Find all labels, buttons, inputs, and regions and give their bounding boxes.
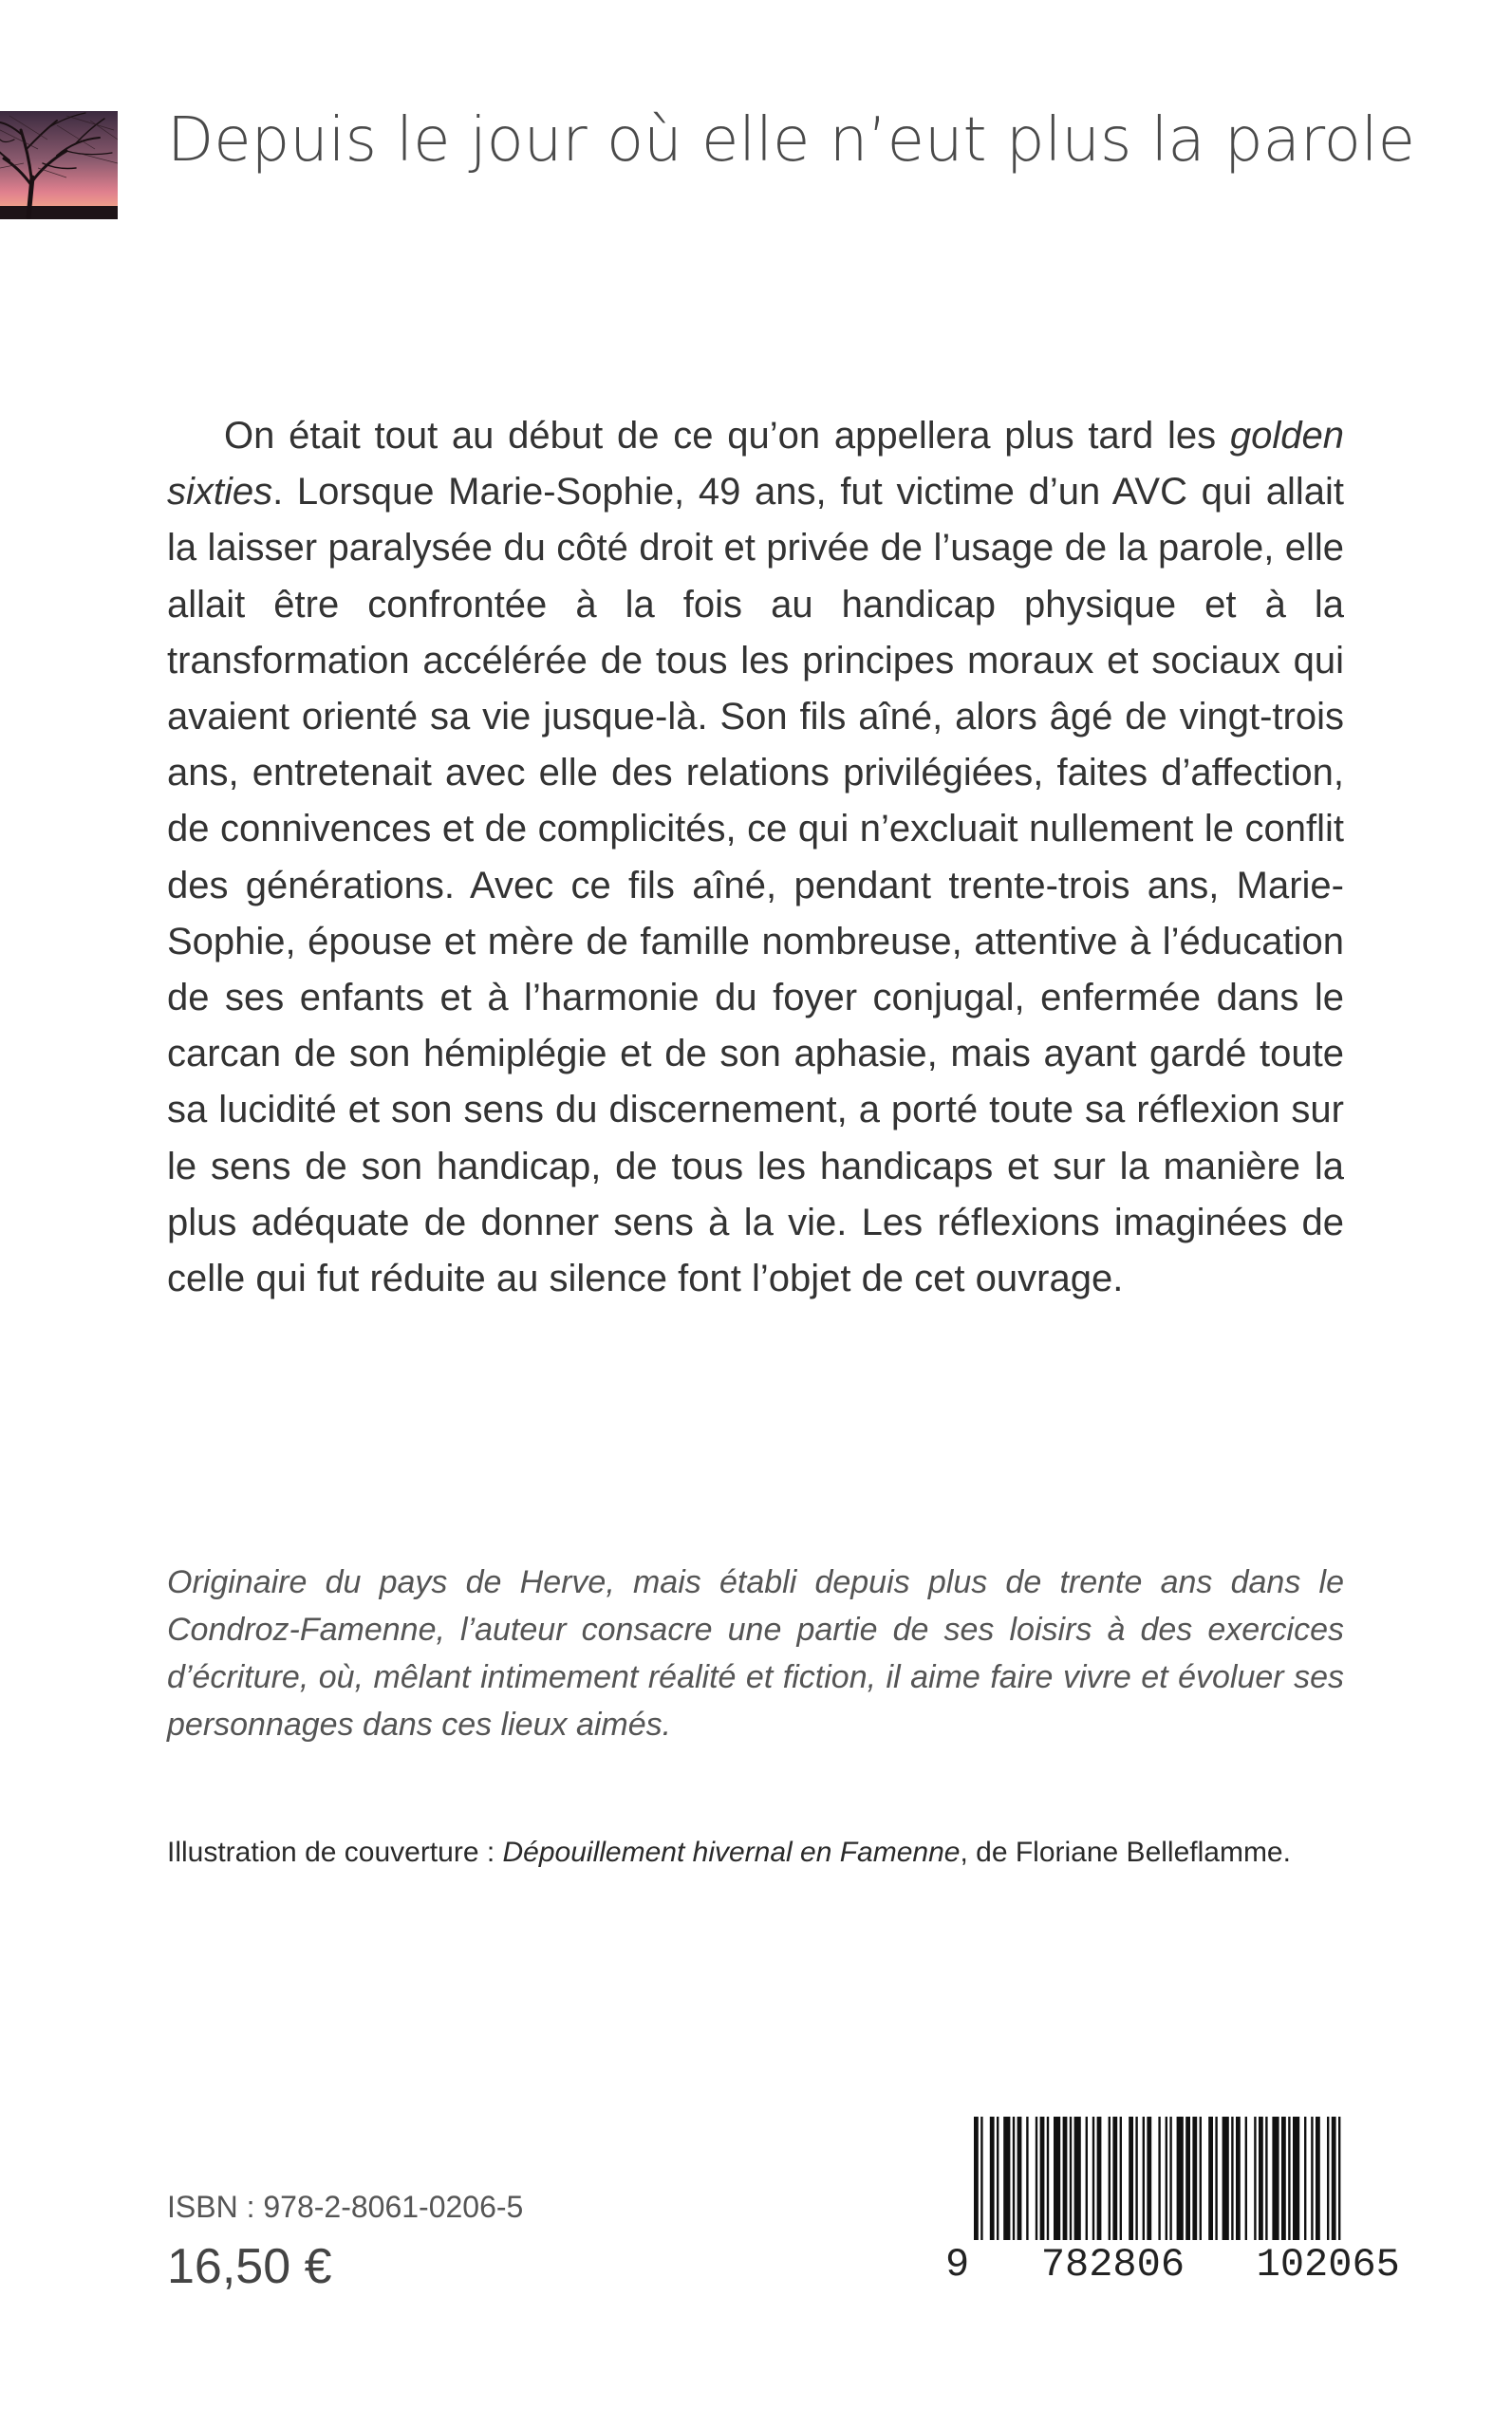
- barcode-bar: [1129, 2117, 1133, 2240]
- barcode-bar: [1036, 2117, 1037, 2240]
- barcode-bar: [997, 2117, 999, 2240]
- price-text: 16,50 €: [167, 2239, 332, 2294]
- credit-suffix: , de Floriane Belleflamme.: [960, 1837, 1291, 1868]
- barcode-bar: [1316, 2117, 1320, 2240]
- barcode-bar: [1013, 2117, 1015, 2240]
- barcode-bar: [1223, 2117, 1229, 2240]
- barcode-bar: [1003, 2117, 1010, 2240]
- barcode-bar: [1054, 2117, 1060, 2240]
- barcode-bar: [1177, 2117, 1184, 2240]
- author-bio: Originaire du pays de Herve, mais établi depuis plus de trente ans dans le Condroz-Famenne, l’auteur consacre une partie de ses loisirs à des exercices d’écriture, où, mêlant intimement réalité et fiction, il aime faire vivre et évoluer ses personnages dans ces lieux aimés.: [167, 1564, 1344, 1743]
- barcode-bar: [1147, 2117, 1151, 2240]
- barcode-bar: [1063, 2117, 1068, 2240]
- book-summary: [167, 408, 1344, 1307]
- barcode-bar: [1311, 2117, 1313, 2240]
- barcode-bar: [1200, 2117, 1202, 2240]
- barcode-bar: [1185, 2117, 1190, 2240]
- barcode-bar: [1327, 2117, 1329, 2240]
- barcode-bar: [1047, 2117, 1049, 2240]
- barcode-bar: [1112, 2117, 1117, 2240]
- summary-italic-phrase: golden sixties: [167, 415, 1344, 514]
- barcode-bar: [1304, 2117, 1306, 2240]
- barcode-bar: [1215, 2117, 1217, 2240]
- barcode-bar: [1272, 2117, 1279, 2240]
- barcode-bar: [1143, 2117, 1145, 2240]
- barcode-bar: [1070, 2117, 1072, 2240]
- barcode-bar: [1265, 2117, 1267, 2240]
- isbn-text: ISBN : 978-2-8061-0206-5: [167, 2190, 524, 2224]
- summary-text-rest: . Lorsque Marie-Sophie, 49 ans, fut victime d’un AVC qui allait la laisser paralysée du côté droit et privée de l’usage de la parole, elle allait être confrontée à la fois au handicap physique et à la transformation accélérée de tous les principes moraux et sociaux qui avaient orienté sa vie jusque-là. Son fils aîné, alors âgé de vingt-trois ans, entretenait avec elle des relations privilégiées, faites d’affection, de connivences et de complicités, ce qui n’excluait nullement le conflit des générations. Avec ce fils aîné, pendant trente-trois ans, Marie-Sophie, épouse et mère de famille nombreuse, attentive à l’éducation de ses enfants et à l’harmonie du foyer conjugal, enfermée dans le carcan de son hémiplégie et de son aphasie, mais ayant gardé toute sa lucidité et son sens du discernement, a porté toute sa réflexion sur le sens de son handicap, de tous les handicaps et sur la manière la plus adéquate de donner sens à la vie. Les réflexions imaginées de celle qui fut réduite au silence font l’objet de cet ouvrage.: [167, 471, 1344, 1300]
- barcode-bar: [1338, 2117, 1340, 2240]
- barcode-bar: [1208, 2117, 1213, 2240]
- barcode-bar: [1281, 2117, 1286, 2240]
- barcode-bar: [1169, 2117, 1171, 2240]
- barcode-bar: [1017, 2117, 1022, 2240]
- barcode-bar: [1074, 2117, 1081, 2240]
- cover-thumbnail-image: [0, 111, 118, 219]
- barcode-bar: [1097, 2117, 1102, 2240]
- barcode-bar: [1293, 2117, 1299, 2240]
- barcode-bar: [1109, 2117, 1111, 2240]
- credit-prefix: Illustration de couverture :: [167, 1837, 503, 1868]
- barcode-bar: [1259, 2117, 1263, 2240]
- barcode-bar: [990, 2117, 995, 2240]
- barcode-bar: [1120, 2117, 1122, 2240]
- barcode-bar: [1166, 2117, 1167, 2240]
- summary-text-start: On était tout au début de ce qu’on appellera plus tard les: [224, 415, 1230, 457]
- barcode-bar: [1245, 2117, 1247, 2240]
- barcode-bar: [980, 2117, 982, 2240]
- barcode-digits: 9 782806 102065: [945, 2242, 1400, 2288]
- barcode-bar: [1288, 2117, 1290, 2240]
- barcode-bar: [1236, 2117, 1241, 2240]
- barcode-bar: [1192, 2117, 1197, 2240]
- barcode-bar: [1092, 2117, 1094, 2240]
- cover-illustration-credit: [167, 1834, 1401, 1872]
- barcode-bar: [974, 2117, 979, 2240]
- tree-silhouette-image: [0, 111, 118, 219]
- barcode-bar: [1158, 2117, 1160, 2240]
- barcode-bar: [1135, 2117, 1137, 2240]
- barcode-bar: [1254, 2117, 1256, 2240]
- barcode-bar: [1231, 2117, 1233, 2240]
- barcode-bar: [1040, 2117, 1045, 2240]
- barcode-bar: [1332, 2117, 1336, 2240]
- barcode-bar: [1086, 2117, 1088, 2240]
- book-title: Depuis le jour où elle n’eut plus la parole: [167, 105, 1416, 176]
- credit-artwork-title: Dépouillement hivernal en Famenne: [502, 1837, 961, 1868]
- barcode-bar: [1026, 2117, 1028, 2240]
